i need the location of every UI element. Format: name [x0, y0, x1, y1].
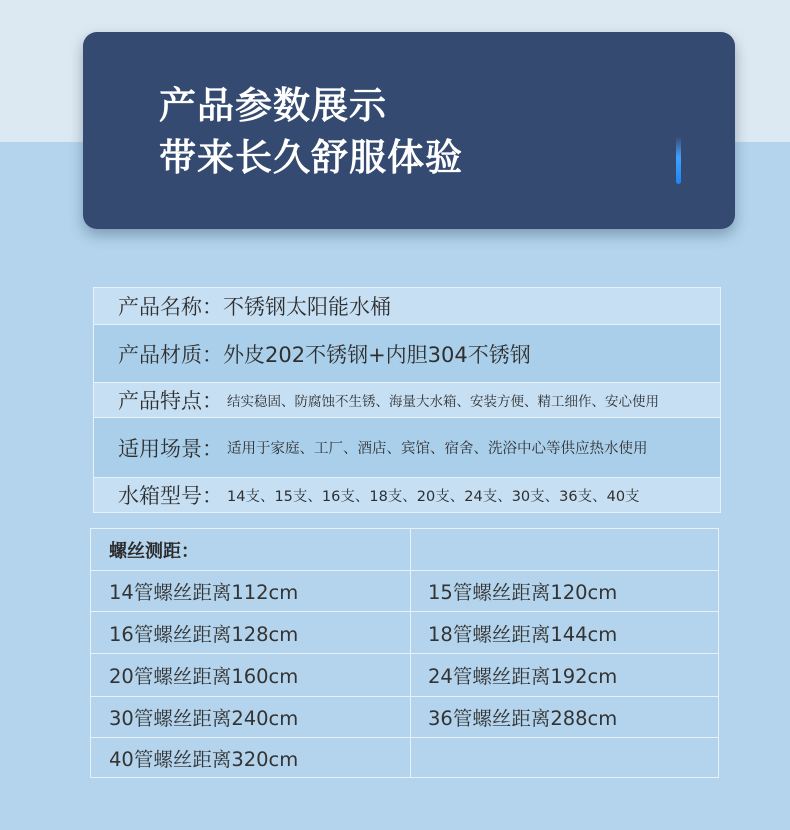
empty-cell [411, 529, 718, 570]
spec-row-features [94, 382, 720, 417]
spec-label: 产品名称： [118, 295, 223, 319]
distance-cell: 14管螺丝距离112cm [91, 571, 411, 611]
spec-row-scenarios [94, 417, 720, 477]
distance-cell: 36管螺丝距离288cm [428, 707, 618, 730]
spec-value: 适用于家庭、工厂、酒店、宾馆、宿舍、洗浴中心等供应热水使用 [227, 441, 648, 457]
distance-cell: 30管螺丝距离240cm [91, 697, 411, 737]
spec-label: 产品特点： [118, 389, 223, 413]
distance-cell: 16管螺丝距离128cm [91, 612, 411, 653]
spec-label: 水箱型号： [118, 484, 223, 508]
banner-title-line-1: 产品参数展示 [159, 84, 387, 127]
distance-cell: 15管螺丝距离120cm [428, 581, 618, 604]
distance-title-cell [91, 529, 411, 570]
spec-row-models [94, 477, 720, 512]
empty-cell [411, 738, 718, 777]
spec-table [93, 287, 721, 513]
spec-label: 产品材质： [118, 342, 223, 367]
spec-row-name [94, 288, 720, 324]
distance-cell: 24管螺丝距离192cm [428, 665, 618, 688]
distance-title: 螺丝测距： [109, 540, 199, 562]
distance-cell: 18管螺丝距离144cm [428, 622, 618, 646]
spec-value: 外皮202不锈钢+内胆304不锈钢 [223, 342, 531, 367]
spec-value: 结实稳固、防腐蚀不生锈、海量大水箱、安装方便、精工细作、安心使用 [227, 394, 659, 410]
distance-cell: 40管螺丝距离320cm [91, 738, 411, 777]
banner-accent-bar [676, 136, 681, 184]
spec-label: 适用场景： [118, 436, 223, 461]
title-banner [83, 32, 735, 229]
distance-cell: 20管螺丝距离160cm [91, 654, 411, 696]
screw-distance-table [90, 528, 719, 778]
spec-value: 不锈钢太阳能水桶 [223, 295, 391, 319]
spec-row-material [94, 324, 720, 382]
spec-value: 14支、15支、16支、18支、20支、24支、30支、36支、40支 [227, 488, 640, 505]
banner-title-line-2: 带来长久舒服体验 [159, 136, 463, 179]
